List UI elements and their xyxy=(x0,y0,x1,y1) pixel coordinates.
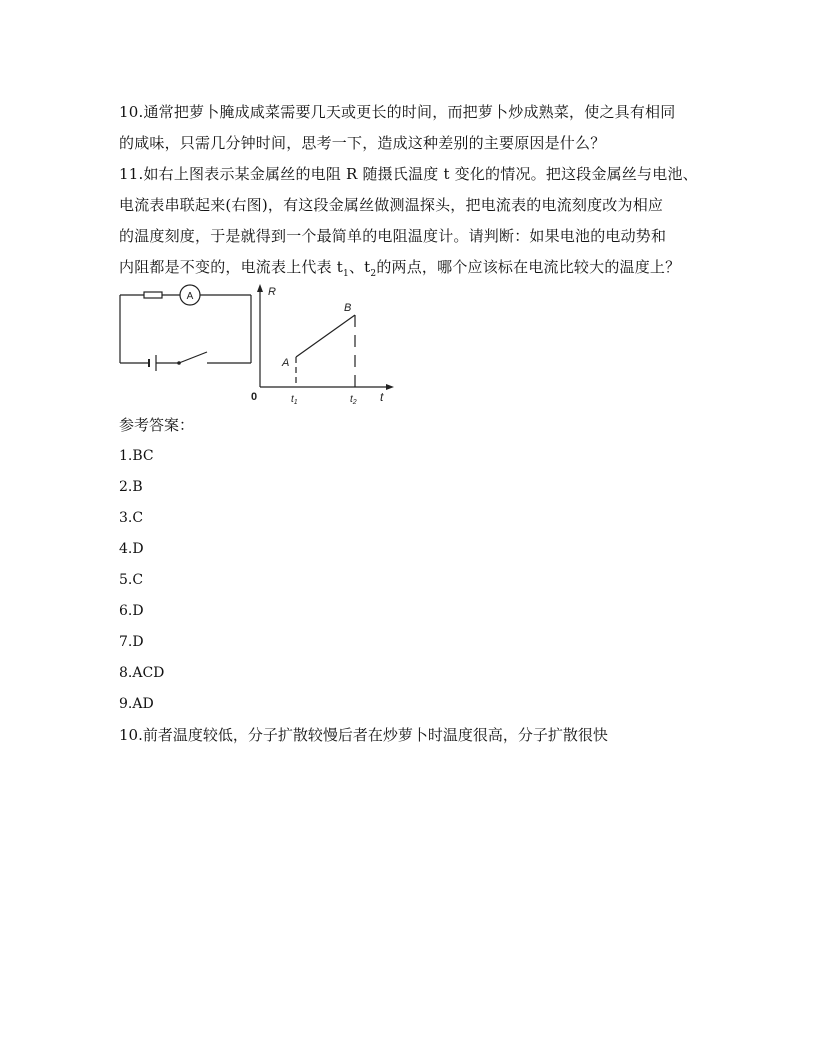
answer-item: 8.ACD xyxy=(119,665,165,681)
answer-item: 7.D xyxy=(119,634,144,650)
figure-svg xyxy=(112,280,402,410)
y-axis-arrow-icon xyxy=(257,284,263,292)
question-10-line-1: 10.通常把萝卜腌成咸菜需要几天或更长的时间，而把萝卜炒成熟菜，使之具有相同 xyxy=(119,103,676,121)
answer-item: 9.AD xyxy=(119,696,154,712)
switch-lever-icon xyxy=(179,352,207,363)
answer-item: 3.C xyxy=(119,510,144,526)
answer-item: 1.BC xyxy=(119,448,154,464)
answer-item: 5.C xyxy=(119,572,144,588)
answer-item: 2.B xyxy=(119,479,143,495)
tick-label-t1-sub: 1 xyxy=(293,399,298,406)
question-11-line-2: 电流表串联起来(右图)，有这段金属丝做测温探头，把电流表的电流刻度改为相应 xyxy=(119,196,664,214)
answer-section xyxy=(119,410,719,751)
question-11-line-3: 的温度刻度，于是就得到一个最简单的电阻温度计。请判断：如果电池的电动势和 xyxy=(119,227,667,245)
tick-label-t1-base: t xyxy=(291,394,294,405)
question-11 xyxy=(119,159,709,290)
answer-item: 6.D xyxy=(119,603,144,619)
x-axis-arrow-icon xyxy=(386,384,394,390)
switch-pivot-icon xyxy=(177,361,181,365)
point-b-label: B xyxy=(344,302,352,314)
answer-item: 4.D xyxy=(119,541,144,557)
subscript-2: 2 xyxy=(370,269,377,279)
circuit-diagram xyxy=(120,285,251,371)
ammeter-label: A xyxy=(186,291,194,302)
y-axis-label: R xyxy=(268,286,276,298)
question-11-line-4-prefix: 内阻都是不变的，电流表上代表 t xyxy=(119,258,343,276)
figure-circuit-and-graph xyxy=(112,280,402,410)
question-11-line-4-suffix: 的两点，哪个应该标在电流比较大的温度上？ xyxy=(376,258,681,276)
question-11-line-1: 11.如右上图表示某金属丝的电阻 R 随摄氏温度 t 变化的情况。把这段金属丝与电池、 xyxy=(119,165,698,183)
point-a-label: A xyxy=(282,357,290,369)
answers-heading: 参考答案： xyxy=(119,416,195,434)
resistor-icon xyxy=(144,292,162,298)
tick-label-t2 xyxy=(350,394,357,406)
answer-item: 10.前者温度较低，分子扩散较慢后者在炒萝卜时温度很高，分子扩散很快 xyxy=(119,726,608,744)
origin-label: 0 xyxy=(251,391,258,403)
graph-line-ab xyxy=(296,315,355,357)
question-10-line-2: 的咸味，只需几分钟时间，思考一下，造成这种差别的主要原因是什么？ xyxy=(119,134,606,152)
subscript-1: 1 xyxy=(343,269,349,279)
tick-label-t2-sub: 2 xyxy=(352,399,357,406)
x-axis-label: t xyxy=(380,390,384,404)
resistance-temperature-graph xyxy=(257,284,394,390)
question-11-separator: 、t xyxy=(348,258,371,276)
tick-label-t1 xyxy=(291,394,298,406)
tick-label-t2-base: t xyxy=(350,394,353,405)
question-10 xyxy=(119,97,709,159)
